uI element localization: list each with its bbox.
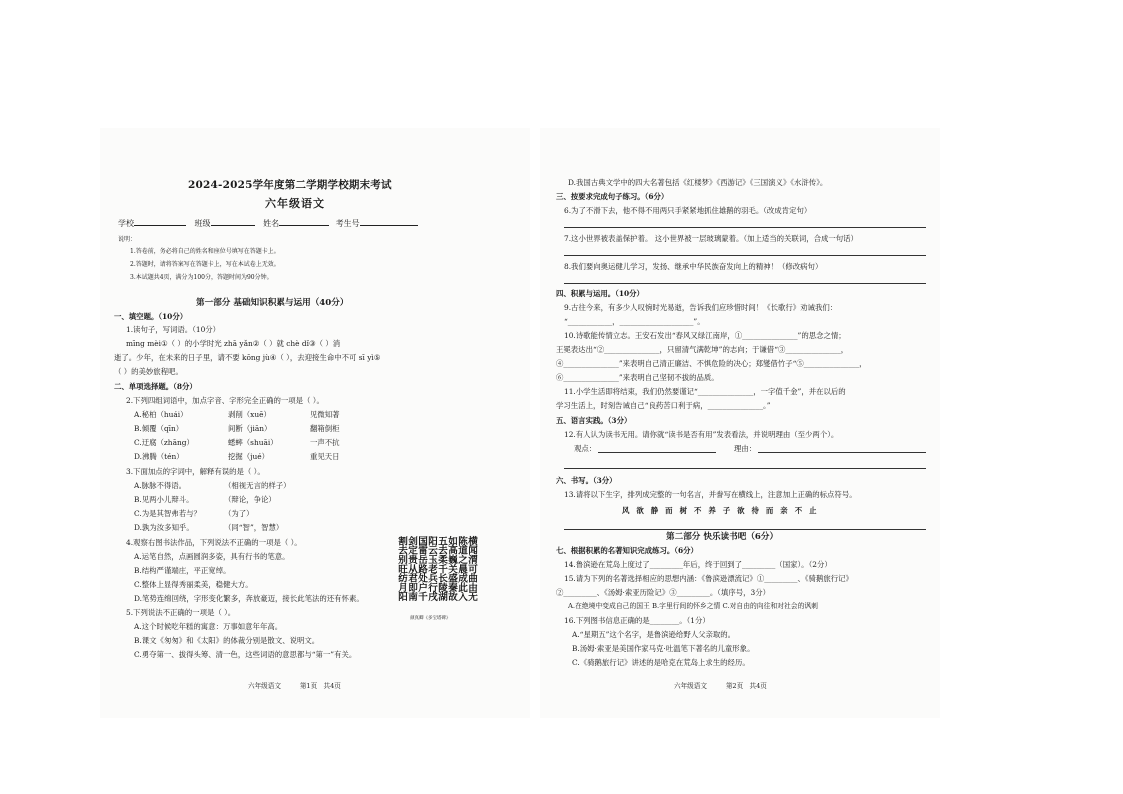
notes-heading: 说明： (118, 236, 137, 243)
question-15-options: A.在绝境中变成自己的国王 B.字里行间的怀乡之情 C.对自由的向往和对社会的讽刺 (568, 602, 818, 610)
calligraphy-column: 割去别旺纺月阳 (396, 536, 407, 602)
question-7: 7.这小世界被表盖保护着。 这小世界被一层玻璃蒙着。（加上适当的关联词，合成一句话） (564, 234, 858, 243)
option-word: 挖掘（jué） (228, 452, 269, 461)
section-2-heading: 二、单项选择题。（8分） (114, 382, 197, 391)
question-15-line-b: ②_________、《汤姆·索亚历险记》③_________。（填序号，3分） (556, 588, 770, 597)
section-1-heading: 一、填空题。（10分） (114, 312, 188, 321)
option[interactable]: A.脉脉不得语。 (134, 481, 187, 490)
reason-label: 理由： (734, 444, 757, 453)
exam-page-1 (100, 128, 530, 718)
question-3: 3.下面加点的字词中，解释有误的是（ ）。 (126, 467, 265, 476)
calligraphy-column: 横闻渭可曲由无 (466, 536, 477, 602)
option-gloss: （相视无言的样子） (224, 481, 291, 490)
option[interactable]: B.见两小儿辩斗。 (134, 495, 194, 504)
student-info-line (118, 218, 418, 230)
question-4: 4.观察右图书法作品，下列说法不正确的一项是（ ）。 (126, 538, 302, 547)
class-field[interactable] (211, 218, 255, 226)
exam-title: 2024-2025学年度第二学期学校期末考试 (188, 179, 392, 191)
option[interactable]: D.沸腾（tén） (134, 452, 184, 461)
option[interactable]: C.整体上显得秀丽柔美，稳健大方。 (134, 580, 253, 589)
option[interactable]: C.勇夺第一、拔得头筹、清一色，这些词语的意思都与“第一”有关。 (134, 650, 357, 659)
option[interactable]: B.汤姆·索亚是美国作家马克·吐温笔下著名的儿童形象。 (572, 644, 755, 653)
option-word: 剥削（xuē） (228, 410, 271, 419)
section-4-heading: 四、积累与运用。（10分） (556, 289, 644, 298)
option[interactable]: B.倾覆（qīn） (134, 424, 184, 433)
class-label: 班级 (194, 219, 211, 228)
question-10: 10.诗歌能传情立志。王安石发出“春风又绿江南岸，①_______________”的思念之情； (564, 331, 846, 340)
section-3-heading: 三、按要求完成句子练习。（6分） (556, 192, 669, 201)
question-5: 5.下列说法不正确的一项是（ ）。 (126, 608, 236, 617)
calligraphy-column: 国雷岳路处户千 (416, 536, 427, 602)
answer-line[interactable] (564, 227, 926, 228)
option-word: 重见天日 (310, 452, 340, 461)
question-11-line-b: 学习生活上，时刻告诫自己“良药苦口利于病，_______________。” (556, 401, 771, 410)
answer-line[interactable] (564, 283, 926, 284)
question-12: 12.有人认为读书无用。请你就“读书是否有用”发表看法，并说明理由（至少两个）。 (564, 430, 839, 439)
section-6-heading: 六、书写。（3分） (556, 476, 617, 485)
option[interactable]: B.结构严谨端庄，平正宽绰。 (134, 566, 231, 575)
viewpoint-label: 观点： (574, 444, 597, 453)
option-word: 翻箱倒柜 (310, 424, 340, 433)
reason-field[interactable] (758, 452, 926, 453)
part-2-title: 第二部分 快乐读书吧（6分） (666, 532, 779, 542)
question-11: 11.小学生活即将结束，我们仍然要谨记“_______________，一字值千金”，并在以后的 (564, 387, 846, 396)
question-10-line-d: ⑥_______________”来表明自己坚韧不拔的品质。 (556, 373, 719, 382)
calligraphy-caption: 颜真卿《多宝塔碑》 (410, 616, 451, 621)
viewpoint-field[interactable] (598, 452, 716, 453)
option[interactable]: B.课文《匆匆》和《太阳》的体裁分别是散文、说明文。 (134, 636, 320, 645)
option-gloss: （为了） (224, 509, 254, 518)
question-15: 15.请为下列的名著选择相应的思想内涵：《鲁滨逊漂流记》①_________、《骑鹅旅行记》 (564, 574, 853, 583)
question-14: 14.鲁滨逊在荒岛上度过了_________年后，终于回到了_________（国家）。（2分） (564, 560, 832, 569)
calligraphy-column: 陈道之晨成此入 (456, 536, 467, 602)
option-gloss: （辩论，争论） (224, 495, 276, 504)
option-word: 见微知著 (310, 410, 340, 419)
question-10-line-c: ④_______________”来表明自己清正廉洁、不惧危险的决心；郑燮借竹子“⑤_______________， (556, 359, 867, 368)
name-label: 姓名 (263, 219, 280, 228)
option[interactable]: D.孰为汝多知乎。 (134, 523, 194, 532)
note-item: 2.答题时，请将答案写在答题卡上，写在本试卷上无效。 (130, 261, 280, 268)
shuffled-characters: 风欲静而树不养子欲待而亲不止 (622, 506, 824, 515)
calligraphy-column: 剑定贵从君即南 (406, 536, 417, 602)
school-label: 学校 (118, 219, 134, 228)
note-item: 3.本试题共4页，满分为100分，答题时间为90分钟。 (130, 274, 273, 281)
page-footer: 六年级语文 第1页 共4页 (248, 682, 341, 690)
option[interactable]: C.为是其智弗若与？ (134, 509, 201, 518)
note-item: 1.答卷前，务必将自己的姓名和座位号填写在答题卡上。 (130, 248, 280, 255)
option-word: 间断（jiān） (228, 424, 272, 433)
question-13: 13.请将以下生字，排列成完整的一句名言，并誊写在横线上，注意加上正确的标点符号。 (564, 490, 857, 499)
calligraphy-column: 如高巍关盛秦故 (446, 536, 457, 602)
option[interactable]: D.笔势连绵回绕，字形变化繁多，奔放豪迈，接长此笔法的还有怀素。 (134, 594, 364, 603)
question-10-line-b: 王冕表达出“②_______________，只留清气满乾坤”的志向；于谦借“③_______________， (556, 345, 849, 354)
question-9: 9.古往今来，有多少人叹惋时光易逝，告诉我们应珍惜时间！《长歌行》劝诫我们： (564, 303, 838, 312)
option-word: 一声不抗 (310, 438, 340, 447)
question-5-option-d[interactable]: D.我国古典文学中的四大名著包括《红楼梦》《西游记》《三国演义》《水浒传》。 (568, 178, 828, 187)
section-5-heading: 五、语言实践。（3分） (556, 416, 632, 425)
calligraphy-column: 阳云玉老兵行戌 (426, 536, 437, 602)
option[interactable]: C.《骑鹅旅行记》讲述的是哈克在荒岛上求生的经历。 (572, 658, 750, 667)
writing-line[interactable] (564, 529, 926, 530)
page-footer: 六年级语文 第2页 共4页 (674, 682, 767, 690)
option[interactable]: A.这个时候吃年糕的寓意：万事如意年年高。 (134, 622, 283, 631)
answer-line[interactable] (564, 255, 926, 256)
question-16: 16.下列图书信息正确的是________。（1分） (564, 616, 710, 625)
option[interactable]: A.“星期五”这个名字，是鲁滨逊给野人父亲取的。 (572, 630, 736, 639)
question-6: 6.为了不滑下去，他不得不用两只手紧紧地抓住雄鹅的羽毛。（改成肯定句） (564, 206, 812, 215)
question-1-line-b: 逝了。少年，在未来的日子里，请不要 kōng jù④（ ），去迎接生命中不可 sī yì⑤ (114, 353, 381, 362)
section-7-heading: 七、根据积累的名著知识完成练习。（6分） (556, 546, 698, 555)
exam-page-2 (540, 128, 940, 718)
option-gloss: （同“智”，智慧） (224, 523, 284, 532)
part-1-title: 第一部分 基础知识积累与运用（40分） (196, 298, 349, 308)
exam-number-field[interactable] (360, 218, 418, 226)
exam-number-label: 考生号 (335, 219, 360, 228)
question-1: 1.读句子，写词语。（10分） (126, 325, 221, 334)
question-1-line-c: （ ）的美妙旅程吧。 (114, 367, 183, 376)
question-8: 8.我们要向奥运健儿学习，发扬、继承中华民族奋发向上的精神！（修改病句） (564, 262, 823, 271)
calligraphy-column: 五去柔千长陵湖 (436, 536, 447, 602)
calligraphy-artwork (396, 536, 477, 621)
option-word: 蟋蟀（shuāi） (228, 438, 278, 447)
name-field[interactable] (279, 218, 329, 226)
school-field[interactable] (134, 218, 186, 226)
question-2: 2.下列四组词语中，加点字音、字形完全正确的一项是（ ）。 (126, 396, 324, 405)
answer-line[interactable] (564, 468, 926, 469)
question-9-blanks[interactable]: “____________，____________________”。 (564, 317, 705, 326)
exam-subject: 六年级语文 (265, 197, 325, 210)
option[interactable]: C.迂腐（zhāng） (134, 438, 194, 447)
option[interactable]: A.运笔自然，点画圆润多姿，具有行书的笔意。 (134, 552, 290, 561)
option[interactable]: A.秘柏（huái） (134, 410, 188, 419)
question-1-line-a: mīng mèi①（ ）的小学时光 zhā yǎn②（ ）就 chè dǐ③（ ）消 (126, 339, 341, 348)
